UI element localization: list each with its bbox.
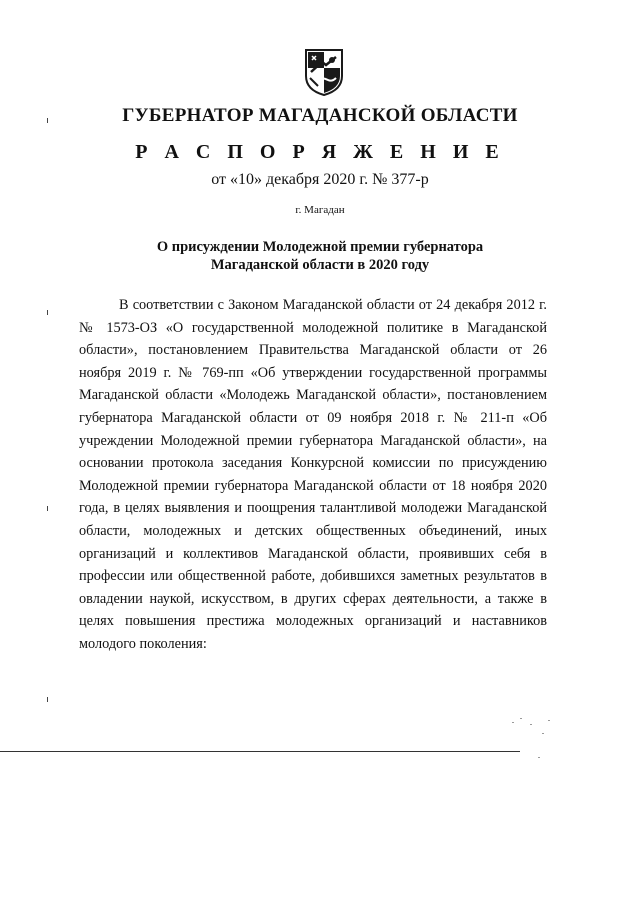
subject-line-2: Магаданской области в 2020 году (210, 257, 430, 273)
scan-speck (548, 720, 550, 721)
scan-mark (47, 506, 48, 511)
scan-mark (47, 118, 48, 123)
issuer-title: ГУБЕРНАТОР МАГАДАНСКОЙ ОБЛАСТИ (122, 105, 518, 126)
document-city: г. Магадан (295, 204, 345, 216)
scan-speck (542, 733, 544, 734)
document-date-number: от «10» декабря 2020 г. № 377-р (211, 171, 429, 188)
horizontal-rule (0, 751, 520, 752)
subject-line-1: О присуждении Молодежной премии губернатора (156, 239, 484, 255)
scan-speck (530, 724, 532, 725)
coat-of-arms-emblem (302, 48, 346, 96)
scan-mark (47, 697, 48, 702)
document-type: Р А С П О Р Я Ж Е Н И Е (135, 141, 505, 163)
scan-speck (512, 722, 514, 723)
scan-mark (47, 310, 48, 315)
document-subject (0, 238, 640, 274)
scan-speck (538, 757, 540, 758)
scan-speck (520, 718, 522, 719)
body-paragraph: В соответствии с Законом Магаданской области от 24 декабря 2012 г. № 1573-ОЗ «О государственной молодежной политике в Магаданской области», постановлением Правительства Магаданской области от 26 ноября 2019 г. № 769-пп «Об утверждении государственной программы Магаданской области «Молодежь Магаданской области», постановлением губернатора Магаданской области от 09 ноября 2018 г. № 211-п «Об учреждении Молодежной премии губернатора Магаданской области», на основании протокола заседания Конкурсной комиссии по присуждению Молодежной премии губернатора Магаданской области от 18 ноября 2020 года, в целях выявления и поощрения талантливой молодежи Магаданской области, молодежных и детских общественных объединений, иных организаций и коллективов Магаданской области, проявивших себя в профессии или общественной работе, добившихся заметных результатов в овладении наукой, искусством, в других сферах деятельности, а также в целях повышения престижа молодежных организаций и наставников молодого поколения: (79, 297, 547, 652)
